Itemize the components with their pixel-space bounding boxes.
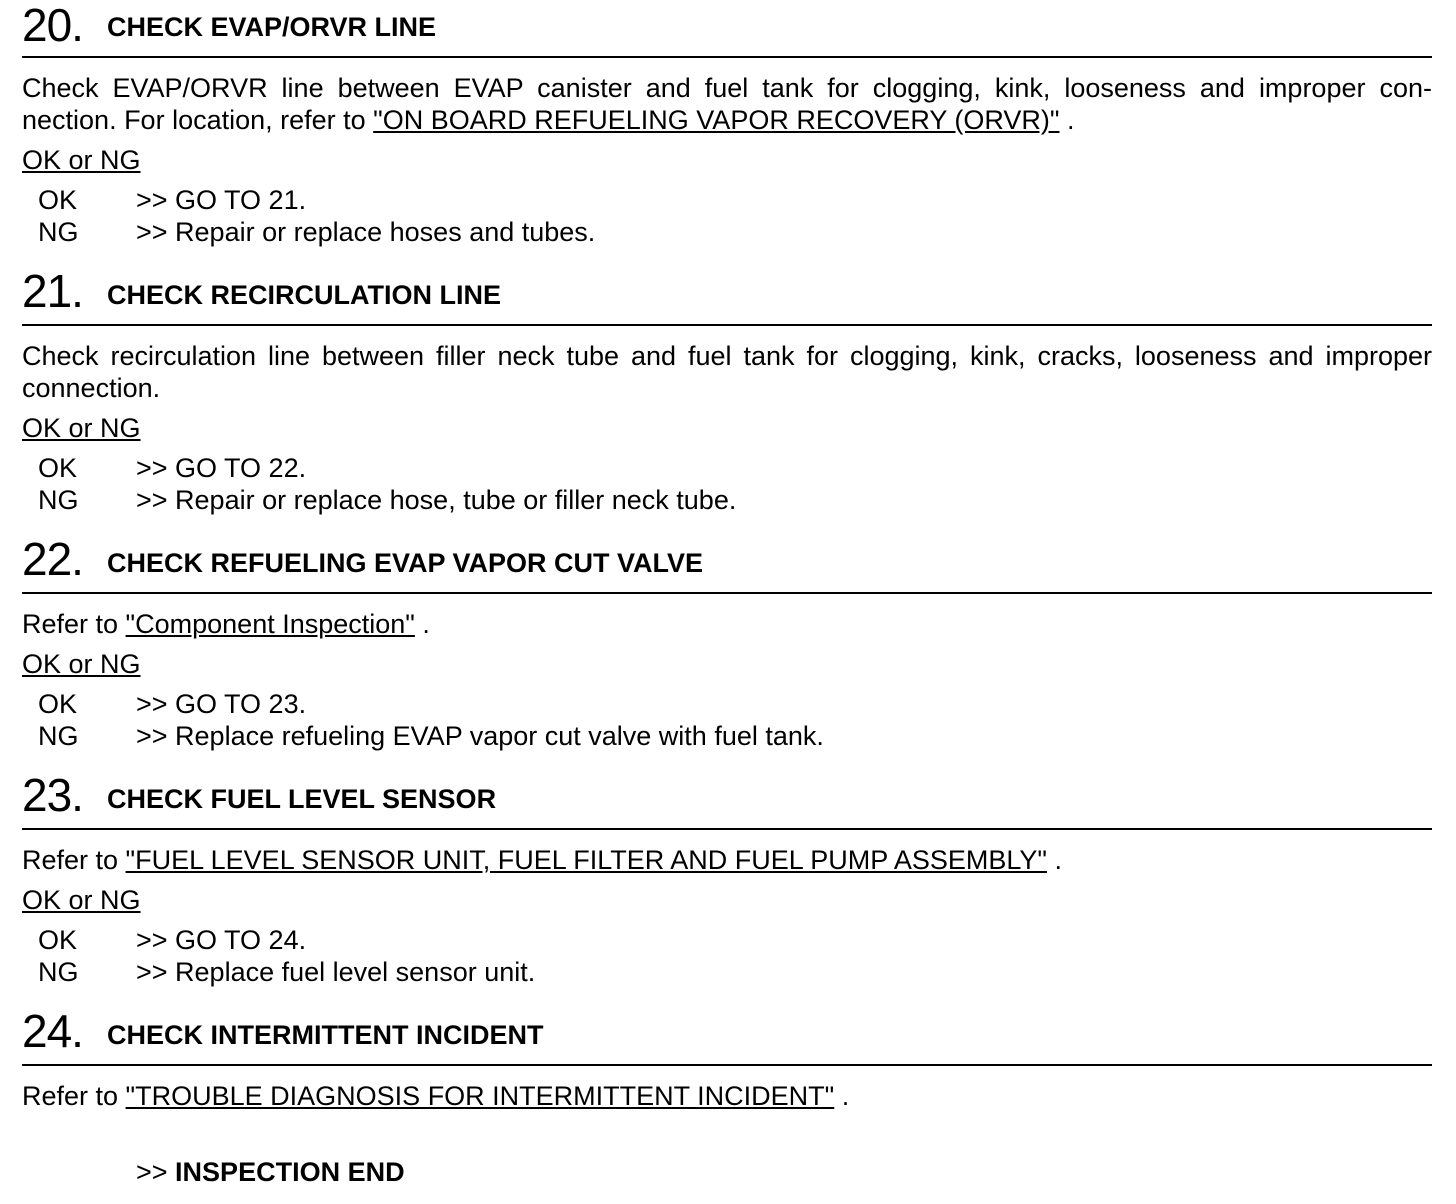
result-action-ng: >> Replace refueling EVAP vapor cut valve with fuel tank. xyxy=(136,721,824,751)
result-label: OK or NG xyxy=(22,413,141,443)
inspection-end xyxy=(136,1156,405,1188)
step-header xyxy=(22,770,1432,820)
result-action-ok: >> GO TO 24. xyxy=(136,925,307,955)
result-label: OK or NG xyxy=(22,145,141,175)
instruction-text: Refer to xyxy=(22,1081,126,1111)
step-instructions xyxy=(22,844,1432,876)
result-action-ng: >> Replace fuel level sensor unit. xyxy=(136,957,536,987)
result-action-ok: >> GO TO 22. xyxy=(136,453,307,483)
step-title: CHECK FUEL LEVEL SENSOR xyxy=(107,784,497,814)
result-code-ng: NG xyxy=(38,217,79,247)
divider xyxy=(22,56,1432,58)
result-ok-row xyxy=(22,688,1432,720)
step-24 xyxy=(22,1006,1432,1112)
divider xyxy=(22,1064,1432,1066)
result-label: OK or NG xyxy=(22,649,141,679)
instruction-text-end: . xyxy=(1046,845,1062,875)
result-code-ng: NG xyxy=(38,721,79,751)
step-title: CHECK INTERMITTENT INCIDENT xyxy=(107,1020,544,1050)
divider xyxy=(22,828,1432,830)
instruction-text: Check EVAP/ORVR line between EVAP canister and fuel tank for clogging, kink, looseness and improper con- nection. For location, refer to xyxy=(22,73,1432,135)
step-instructions xyxy=(22,608,1432,640)
result-code-ng: NG xyxy=(38,957,79,987)
step-instructions: Check recirculation line between filler neck tube and fuel tank for clogging, kink, cracks, looseness and improper connection. xyxy=(22,341,1432,403)
inspection-end-prefix: >> xyxy=(136,1157,176,1187)
reference-link[interactable]: "TROUBLE DIAGNOSIS FOR INTERMITTENT INCIDENT" xyxy=(125,1081,835,1111)
result-ng-row xyxy=(22,956,1432,988)
step-20 xyxy=(22,0,1432,248)
result-ok-row xyxy=(22,184,1432,216)
step-number: 22. xyxy=(22,533,83,585)
divider xyxy=(22,592,1432,594)
step-number: 24. xyxy=(22,1005,83,1057)
step-title: CHECK REFUELING EVAP VAPOR CUT VALVE xyxy=(107,548,704,578)
result-code-ok: OK xyxy=(38,185,78,215)
step-title: CHECK EVAP/ORVR LINE xyxy=(107,12,437,42)
result-code-ok: OK xyxy=(38,453,78,483)
result-ng-row xyxy=(22,216,1432,248)
result-ng-row xyxy=(22,720,1432,752)
step-instructions xyxy=(22,1080,1432,1112)
result-action-ng: >> Repair or replace hoses and tubes. xyxy=(136,217,596,247)
step-header xyxy=(22,1006,1432,1056)
instruction-text-end: . xyxy=(414,609,430,639)
step-instructions xyxy=(22,72,1432,136)
step-title: CHECK RECIRCULATION LINE xyxy=(107,280,501,310)
result-action-ok: >> GO TO 23. xyxy=(136,689,307,719)
step-23 xyxy=(22,770,1432,988)
step-number: 21. xyxy=(22,265,83,317)
result-code-ng: NG xyxy=(38,485,79,515)
instruction-text: Refer to xyxy=(22,609,126,639)
step-header xyxy=(22,534,1432,584)
result-action-ng: >> Repair or replace hose, tube or filler neck tube. xyxy=(136,485,737,515)
result-code-ok: OK xyxy=(38,925,78,955)
step-number: 20. xyxy=(22,0,83,51)
result-ok-row xyxy=(22,924,1432,956)
instruction-text-end: . xyxy=(1059,105,1075,135)
divider xyxy=(22,324,1432,326)
result-label: OK or NG xyxy=(22,885,141,915)
step-header xyxy=(22,266,1432,316)
step-header xyxy=(22,0,1432,50)
instruction-text: Refer to xyxy=(22,845,126,875)
result-action-ok: >> GO TO 21. xyxy=(136,185,307,215)
step-number: 23. xyxy=(22,769,83,821)
step-22 xyxy=(22,534,1432,752)
reference-link[interactable]: "ON BOARD REFUELING VAPOR RECOVERY (ORVR)" xyxy=(373,105,1060,135)
step-21 xyxy=(22,266,1432,516)
result-code-ok: OK xyxy=(38,689,78,719)
result-ok-row xyxy=(22,452,1432,484)
inspection-end-label: INSPECTION END xyxy=(175,1157,405,1187)
instruction-text-end: . xyxy=(834,1081,850,1111)
reference-link[interactable]: "FUEL LEVEL SENSOR UNIT, FUEL FILTER AND FUEL PUMP ASSEMBLY" xyxy=(125,845,1047,875)
result-ng-row xyxy=(22,484,1432,516)
reference-link[interactable]: "Component Inspection" xyxy=(125,609,415,639)
